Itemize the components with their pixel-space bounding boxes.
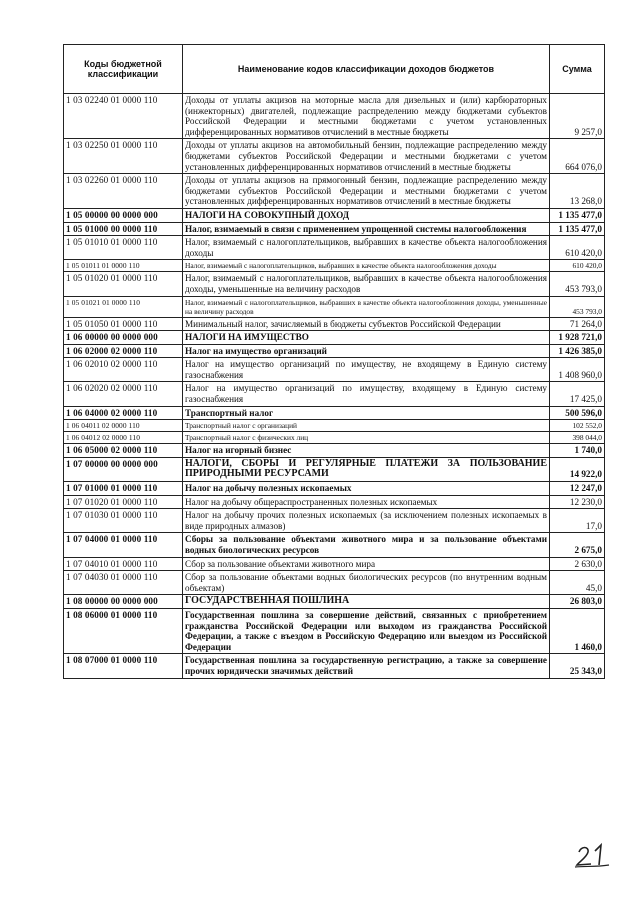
- row-amount: 71 264,0: [550, 317, 605, 331]
- row-amount: 1 426 385,0: [550, 344, 605, 358]
- row-code: 1 05 00000 00 0000 000: [64, 208, 183, 222]
- row-name: Сбор за пользование объектами животного мира: [183, 557, 550, 571]
- row-code: 1 05 01021 01 0000 110: [64, 296, 183, 317]
- row-name: НАЛОГИ НА ИМУЩЕСТВО: [183, 331, 550, 345]
- row-name: Налог, взимаемый с налогоплательщиков, выбравших в качестве объекта налогообложения доходы: [183, 236, 550, 260]
- table-row: [64, 533, 605, 557]
- row-amount: 2 675,0: [550, 533, 605, 557]
- row-name: Налог, взимаемый в связи с применением упрощенной системы налогообложения: [183, 222, 550, 236]
- table-row: [64, 444, 605, 458]
- table-row: [64, 654, 605, 678]
- row-name: Доходы от уплаты акцизов на прямогонный бензин, подлежащие распределению между бюджетами субъектов Российской Федерации и местными бюджетами с учетом установленных дифференцированных нормативов отчислений в местные бюджеты: [183, 174, 550, 209]
- row-amount: 398 044,0: [550, 432, 605, 444]
- row-code: 1 05 01000 00 0000 110: [64, 222, 183, 236]
- row-code: 1 07 04030 01 0000 110: [64, 571, 183, 595]
- table-header-row: [64, 45, 605, 94]
- row-code: 1 07 01020 01 0000 110: [64, 495, 183, 509]
- row-code: 1 06 00000 00 0000 000: [64, 331, 183, 345]
- row-name: Налог на имущество организаций по имуществу, не входящему в Единую систему газоснабжения: [183, 358, 550, 382]
- table-row: [64, 420, 605, 432]
- row-code: 1 03 02240 01 0000 110: [64, 94, 183, 139]
- row-name: Доходы от уплаты акцизов на моторные масла для дизельных и (или) карбюраторных (инжекторных) двигателей, подлежащие распределению между бюджетами субъектов Российской Федерации и местными бюджетами с учетом установленных дифференцированных нормативов отчислений в местные бюджеты: [183, 94, 550, 139]
- row-name: ГОСУДАРСТВЕННАЯ ПОШЛИНА: [183, 595, 550, 609]
- row-name: Налог на добычу полезных ископаемых: [183, 482, 550, 496]
- budget-revenue-table: [63, 44, 605, 679]
- row-name: Сборы за пользование объектами животного мира и за пользование объектами водных биологических ресурсов: [183, 533, 550, 557]
- row-code: 1 06 02010 02 0000 110: [64, 358, 183, 382]
- row-amount: 45,0: [550, 571, 605, 595]
- row-code: 1 07 04000 01 0000 110: [64, 533, 183, 557]
- table-row: [64, 571, 605, 595]
- table-row: [64, 272, 605, 296]
- handwritten-page-number: [573, 840, 613, 870]
- table-row: [64, 222, 605, 236]
- table-row: [64, 139, 605, 174]
- table-row: [64, 432, 605, 444]
- row-code: 1 03 02250 01 0000 110: [64, 139, 183, 174]
- row-amount: 13 268,0: [550, 174, 605, 209]
- row-code: 1 08 00000 00 0000 000: [64, 595, 183, 609]
- row-amount: 1 460,0: [550, 608, 605, 653]
- table-row: [64, 406, 605, 420]
- table-row: [64, 236, 605, 260]
- header-amount: Сумма: [550, 45, 605, 94]
- row-amount: 610 420,0: [550, 236, 605, 260]
- row-name: Государственная пошлина за совершение действий, связанных с приобретением гражданства Российской Федерации или выходом из гражданства Российской Федерации, а также с въездом в Российскую Федерацию или выездом из Российской Федерации: [183, 608, 550, 653]
- row-name: Налог на игорный бизнес: [183, 444, 550, 458]
- row-amount: 12 247,0: [550, 482, 605, 496]
- row-code: 1 08 06000 01 0000 110: [64, 608, 183, 653]
- row-code: 1 07 00000 00 0000 000: [64, 457, 183, 481]
- row-amount: 453 793,0: [550, 272, 605, 296]
- row-name: Налог на имущество организаций: [183, 344, 550, 358]
- row-code: 1 07 04010 01 0000 110: [64, 557, 183, 571]
- row-amount: 1 408 960,0: [550, 358, 605, 382]
- row-name: Транспортный налог с организаций: [183, 420, 550, 432]
- row-amount: 453 793,0: [550, 296, 605, 317]
- table-row: [64, 260, 605, 272]
- row-code: 1 05 01010 01 0000 110: [64, 236, 183, 260]
- table-row: [64, 208, 605, 222]
- row-name: Налог, взимаемый с налогоплательщиков, выбравших в качестве объекта налогообложения доходы, уменьшенные на величину расходов: [183, 272, 550, 296]
- row-code: 1 06 02020 02 0000 110: [64, 382, 183, 406]
- row-amount: 12 230,0: [550, 495, 605, 509]
- row-amount: 25 343,0: [550, 654, 605, 678]
- table-row: [64, 94, 605, 139]
- row-code: 1 05 01011 01 0000 110: [64, 260, 183, 272]
- table-row: [64, 608, 605, 653]
- row-amount: 17,0: [550, 509, 605, 533]
- row-name: Налог на имущество организаций по имуществу, входящему в Единую систему газоснабжения: [183, 382, 550, 406]
- row-amount: 1 740,0: [550, 444, 605, 458]
- row-name: Налог, взимаемый с налогоплательщиков, выбравших в качестве объекта налогообложения доходы, уменьшенные на величину расходов: [183, 296, 550, 317]
- row-amount: 17 425,0: [550, 382, 605, 406]
- table-row: [64, 344, 605, 358]
- table-row: [64, 509, 605, 533]
- table-row: [64, 482, 605, 496]
- row-code: 1 07 01000 01 0000 110: [64, 482, 183, 496]
- row-code: 1 06 05000 02 0000 110: [64, 444, 183, 458]
- row-amount: 1 135 477,0: [550, 222, 605, 236]
- row-name: Государственная пошлина за государственную регистрацию, а также за совершение прочих юридически значимых действий: [183, 654, 550, 678]
- row-name: НАЛОГИ, СБОРЫ И РЕГУЛЯРНЫЕ ПЛАТЕЖИ ЗА ПОЛЬЗОВАНИЕ ПРИРОДНЫМИ РЕСУРСАМИ: [183, 457, 550, 481]
- row-amount: 102 552,0: [550, 420, 605, 432]
- table-row: [64, 457, 605, 481]
- row-code: 1 06 04000 02 0000 110: [64, 406, 183, 420]
- table-row: [64, 358, 605, 382]
- row-name: Сбор за пользование объектами водных биологических ресурсов (по внутренним водным объектам): [183, 571, 550, 595]
- table-body: [64, 94, 605, 679]
- row-code: 1 06 04012 02 0000 110: [64, 432, 183, 444]
- table-row: [64, 174, 605, 209]
- row-name: НАЛОГИ НА СОВОКУПНЫЙ ДОХОД: [183, 208, 550, 222]
- row-name: Налог, взимаемый с налогоплательщиков, выбравших в качестве объекта налогообложения доходы: [183, 260, 550, 272]
- row-amount: 9 257,0: [550, 94, 605, 139]
- row-amount: 14 922,0: [550, 457, 605, 481]
- table-row: [64, 382, 605, 406]
- table-row: [64, 296, 605, 317]
- header-code: Коды бюджетной классификации: [64, 45, 183, 94]
- row-name: Транспортный налог с физических лиц: [183, 432, 550, 444]
- row-code: 1 03 02260 01 0000 110: [64, 174, 183, 209]
- row-name: Налог на добычу общераспространенных полезных ископаемых: [183, 495, 550, 509]
- row-name: Налог на добычу прочих полезных ископаемых (за исключением полезных ископаемых в виде природных алмазов): [183, 509, 550, 533]
- row-amount: 500 596,0: [550, 406, 605, 420]
- row-amount: 2 630,0: [550, 557, 605, 571]
- row-amount: 26 803,0: [550, 595, 605, 609]
- table-row: [64, 317, 605, 331]
- row-code: 1 05 01050 01 0000 110: [64, 317, 183, 331]
- table-row: [64, 595, 605, 609]
- row-name: Доходы от уплаты акцизов на автомобильный бензин, подлежащие распределению между бюджетами субъектов Российской Федерации и местными бюджетами с учетом установленных дифференцированных нормативов отчислений в местные бюджеты: [183, 139, 550, 174]
- row-code: 1 06 04011 02 0000 110: [64, 420, 183, 432]
- row-name: Транспортный налог: [183, 406, 550, 420]
- row-amount: 664 076,0: [550, 139, 605, 174]
- row-name: Минимальный налог, зачисляемый в бюджеты субъектов Российской Федерации: [183, 317, 550, 331]
- row-code: 1 08 07000 01 0000 110: [64, 654, 183, 678]
- table-row: [64, 495, 605, 509]
- row-code: 1 06 02000 02 0000 110: [64, 344, 183, 358]
- row-code: 1 05 01020 01 0000 110: [64, 272, 183, 296]
- row-amount: 1 928 721,0: [550, 331, 605, 345]
- row-code: 1 07 01030 01 0000 110: [64, 509, 183, 533]
- row-amount: 1 135 477,0: [550, 208, 605, 222]
- row-amount: 610 420,0: [550, 260, 605, 272]
- table-row: [64, 557, 605, 571]
- table-row: [64, 331, 605, 345]
- header-name: Наименование кодов классификации доходов бюджетов: [183, 45, 550, 94]
